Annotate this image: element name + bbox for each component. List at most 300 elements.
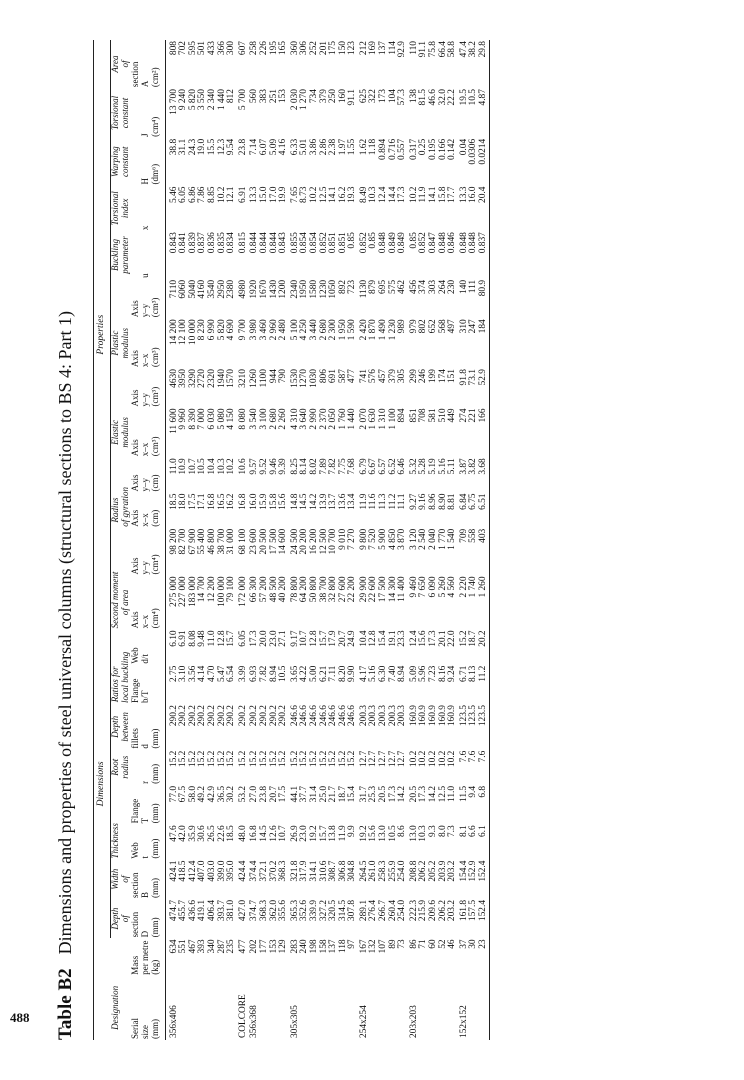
table-cell: 9.39 xyxy=(278,458,289,475)
table-cell: 2 680 xyxy=(268,408,279,430)
table-cell: 37.7 xyxy=(299,785,310,803)
table-cell: 15.2 xyxy=(168,750,179,768)
table-cell: 19.5 xyxy=(458,89,469,106)
table-cell: 2 070 xyxy=(358,408,369,430)
table-cell: 979 xyxy=(408,319,419,334)
header-cell xyxy=(110,785,121,824)
table-cell: 13.7 xyxy=(328,493,339,510)
table-cell: 11.0 xyxy=(447,785,458,802)
table-cell: 13.3 xyxy=(249,186,260,203)
table-cell: 6.75 xyxy=(468,493,479,510)
table-cell: 1 230 xyxy=(387,319,398,341)
table-cell: 15.2 xyxy=(249,750,260,768)
table-cell: 0.851 xyxy=(328,232,339,254)
table-cell: 30.2 xyxy=(226,785,237,803)
table-cell: 1 490 xyxy=(378,319,389,341)
serial-size-cell xyxy=(479,976,489,1040)
table-cell: 5.16 xyxy=(437,458,448,475)
table-cell: 3540 xyxy=(206,279,217,299)
header-cell: H xyxy=(140,178,150,185)
table-cell: 30.6 xyxy=(197,825,208,842)
table-cell: 1100 xyxy=(258,369,269,388)
table-cell: 2 050 xyxy=(328,408,339,430)
table-cell: 38.8 xyxy=(168,138,179,156)
header-cell xyxy=(110,938,121,975)
header-cell: t xyxy=(140,856,150,859)
table-cell: 35.9 xyxy=(187,825,198,842)
table-cell: 806 xyxy=(318,369,329,384)
table-cell: 8.85 xyxy=(206,186,217,203)
table-cell: 255.9 xyxy=(387,860,398,882)
header-cell: modulus xyxy=(120,327,130,359)
group-header-dimensions: Dimensions xyxy=(94,629,111,938)
header-cell xyxy=(151,231,166,279)
header-cell: (cm³) xyxy=(150,297,160,318)
header-cell: Root xyxy=(110,758,120,776)
table-cell: 0.854 xyxy=(308,232,319,254)
table-cell: 8.0 xyxy=(437,825,448,838)
table-cell: 91.1 xyxy=(418,41,429,58)
header-cell: (kg) xyxy=(150,959,160,975)
table-cell: 203.9 xyxy=(437,860,448,882)
table-cell: 13.0 xyxy=(408,825,419,842)
table-cell: 111 xyxy=(468,279,479,294)
table-cell: 1 540 xyxy=(447,528,458,550)
table-cell: 246.6 xyxy=(337,705,348,727)
header-row xyxy=(141,40,151,1040)
header-cell: Radius xyxy=(110,497,120,523)
table-cell: 17 500 xyxy=(268,528,279,555)
serial-size-cell xyxy=(389,976,399,1040)
header-cell: (mm) xyxy=(150,917,160,938)
table-row xyxy=(398,40,408,1040)
table-cell: 60 xyxy=(428,939,439,949)
header-cell: Axis xyxy=(130,439,140,457)
table-cell: 23.8 xyxy=(237,138,248,156)
serial-size-cell: 356x368 xyxy=(249,1005,260,1038)
table-cell: 1920 xyxy=(249,279,260,299)
table-cell: 198 xyxy=(308,939,319,954)
table-cell: 80.9 xyxy=(478,279,488,297)
header-cell xyxy=(131,138,141,186)
table-cell: 208.8 xyxy=(408,860,419,882)
table-cell: 12.5 xyxy=(318,186,329,203)
table-cell: 4 310 xyxy=(289,408,300,430)
table-cell: 15.6 xyxy=(278,493,289,510)
table-cell: 407.0 xyxy=(197,860,208,882)
table-cell: 23.3 xyxy=(397,630,408,647)
table-cell: 3.68 xyxy=(478,458,488,475)
header-cell: Torsional xyxy=(110,95,120,131)
table-cell: 723 xyxy=(347,279,358,294)
table-cell: 691 xyxy=(328,369,339,384)
table-cell: 27.1 xyxy=(278,630,289,647)
table-cell: 383 xyxy=(258,89,269,104)
table-cell: 360 xyxy=(289,41,300,56)
table-cell: 20.2 xyxy=(478,630,488,647)
table-cell: 11 600 xyxy=(168,408,179,434)
table-cell: 365.3 xyxy=(289,899,300,922)
table-cell: 11.2 xyxy=(387,493,398,510)
table-cell: 6.21 xyxy=(318,665,329,683)
header-row xyxy=(131,40,141,1040)
table-cell: 0.852 xyxy=(318,232,329,254)
table-cell: 12.3 xyxy=(216,138,227,156)
serial-size-cell xyxy=(269,976,279,1040)
table-cell: 3 540 xyxy=(249,408,260,430)
table-cell: 462 xyxy=(397,279,408,294)
table-cell: 12.7 xyxy=(397,750,408,768)
header-cell: (cm³) xyxy=(150,386,160,407)
table-cell: 6.93 xyxy=(249,665,260,683)
table-cell: 15.2 xyxy=(237,750,248,768)
table-cell: 15.2 xyxy=(206,750,217,768)
header-cell: u xyxy=(140,273,150,278)
header-cell: d xyxy=(140,744,150,749)
table-cell: 5.46 xyxy=(168,186,179,203)
table-cell: 5.00 xyxy=(308,665,319,683)
table-cell: 206.2 xyxy=(437,899,448,922)
table-cell: 15.6 xyxy=(418,630,429,647)
table-cell: 9 460 xyxy=(408,576,419,598)
table-cell: 9.27 xyxy=(408,493,419,510)
table-cell: 89 xyxy=(387,939,398,949)
table-cell: 474.7 xyxy=(168,899,179,922)
table-cell: 17.3 xyxy=(428,630,439,647)
table-cell: 0.716 xyxy=(387,138,398,160)
table-cell: 9.4 xyxy=(468,785,479,798)
table-cell: 137 xyxy=(328,939,339,954)
table-cell: 299 xyxy=(408,369,419,384)
table-cell: 14 200 xyxy=(168,319,179,346)
table-cell: 5.09 xyxy=(408,665,419,683)
header-cell xyxy=(131,88,141,138)
table-cell: 32 800 xyxy=(328,576,339,603)
table-cell: 7.11 xyxy=(328,665,339,682)
table-cell: 15.2 xyxy=(328,750,339,768)
table-cell: 19.3 xyxy=(347,186,358,203)
table-cell: 3290 xyxy=(187,369,198,388)
table-cell: 634 xyxy=(168,939,179,954)
table-cell: 10.2 xyxy=(308,186,319,203)
serial-size-cell xyxy=(179,976,189,1040)
serial-size-cell: 356x406 xyxy=(168,1005,179,1038)
table-cell: 3 640 xyxy=(299,408,310,430)
table-cell: 0.142 xyxy=(447,138,458,160)
table-cell: 68 100 xyxy=(237,528,248,555)
table-cell: 15.4 xyxy=(378,630,389,647)
table-cell: 16.8 xyxy=(237,493,248,510)
table-cell: 7.6 xyxy=(478,750,488,763)
table-cell: 314.1 xyxy=(308,860,319,882)
table-cell: 0.852 xyxy=(358,232,369,254)
table-cell: 258 xyxy=(249,41,260,56)
header-cell xyxy=(110,368,121,407)
table-cell: 9 700 xyxy=(237,319,248,341)
table-cell: 290.2 xyxy=(206,705,217,727)
table-cell: 11.0 xyxy=(206,630,217,647)
table-cell: 290.2 xyxy=(249,705,260,727)
table-cell: 4980 xyxy=(237,279,248,299)
table-cell: 15.2 xyxy=(226,750,237,768)
table-cell: 8.94 xyxy=(397,665,408,683)
table-cell: 8.90 xyxy=(437,493,448,510)
table-cell: 23.8 xyxy=(258,785,269,803)
table-cell: 10.3 xyxy=(368,186,379,203)
table-cell: 123.5 xyxy=(468,705,479,727)
table-cell: 227 000 xyxy=(178,576,189,607)
header-cell: Buckling xyxy=(110,239,120,272)
table-cell: 152.9 xyxy=(468,860,479,882)
table-cell: 15.2 xyxy=(289,750,300,768)
table-cell: 200.3 xyxy=(378,705,389,727)
table-cell: 15.2 xyxy=(318,750,329,768)
table-cell: 150 xyxy=(337,41,348,56)
table-cell: 812 xyxy=(226,89,237,104)
header-cell: Depth xyxy=(110,715,120,738)
table-cell: 305 xyxy=(397,369,408,384)
header-cell xyxy=(151,665,166,704)
table-cell: 24.3 xyxy=(187,138,198,156)
page-number: 488 xyxy=(10,1010,30,1025)
table-cell: 14 300 xyxy=(387,576,398,603)
table-cell: 15.0 xyxy=(258,186,269,203)
table-cell: 339.9 xyxy=(308,899,319,922)
table-cell: 6.05 xyxy=(178,186,189,203)
table-cell: 1580 xyxy=(308,279,319,299)
table-cell: 32.0 xyxy=(437,89,448,106)
table-cell: 222.3 xyxy=(408,899,419,922)
table-cell: 290.2 xyxy=(258,705,269,727)
table-cell: 1230 xyxy=(318,279,329,299)
table-cell: 246.6 xyxy=(328,705,339,727)
table-cell: 321.8 xyxy=(289,860,300,882)
table-cell: 568 xyxy=(437,319,448,334)
table-cell: 10.5 xyxy=(197,458,208,475)
serial-size-cell xyxy=(319,976,329,1040)
table-cell: 449 xyxy=(447,408,458,423)
table-cell: 195 xyxy=(268,41,279,56)
table-cell: 14.8 xyxy=(289,493,300,510)
table-cell: 5.32 xyxy=(408,458,419,475)
table-cell: 17.1 xyxy=(197,493,208,510)
table-cell: 17.5 xyxy=(278,785,289,803)
header-row xyxy=(110,40,121,1040)
table-cell: 10.2 xyxy=(216,186,227,203)
table-cell: 0.85 xyxy=(408,232,419,249)
table-cell: 264.5 xyxy=(358,860,369,882)
table-cell: 15.2 xyxy=(178,750,189,768)
table-cell: 200.3 xyxy=(358,705,369,727)
header-cell: Second moment xyxy=(110,571,120,629)
table-cell: 10.7 xyxy=(278,825,289,842)
table-cell: 160.9 xyxy=(408,705,419,727)
table-cell: 0.834 xyxy=(226,232,237,254)
table-cell: 1130 xyxy=(358,279,369,299)
table-cell: 17 500 xyxy=(378,576,389,603)
table-row xyxy=(260,40,270,1040)
table-cell: 14.1 xyxy=(328,186,339,203)
table-cell: 290.2 xyxy=(187,705,198,727)
table-cell: 7.6 xyxy=(458,750,469,763)
header-cell: (cm) xyxy=(150,509,160,527)
table-cell: 16.8 xyxy=(206,493,217,510)
table-cell: 0.815 xyxy=(237,232,248,254)
header-cell: Mass xyxy=(130,955,140,975)
table-cell: 5.28 xyxy=(418,458,429,475)
serial-size-cell xyxy=(189,976,199,1040)
table-cell: 16.2 xyxy=(337,186,348,203)
table-cell: 8.94 xyxy=(268,665,279,683)
table-cell: 17.3 xyxy=(249,630,260,647)
table-cell: 7 270 xyxy=(347,528,358,550)
table-cell: 212 xyxy=(358,41,369,56)
header-cell xyxy=(131,231,141,279)
table-cell: 433 xyxy=(206,41,217,56)
table-cell: 741 xyxy=(358,369,369,384)
table-cell: 53.2 xyxy=(237,785,248,803)
header-cell: Plastic xyxy=(110,330,120,356)
table-cell: 9.90 xyxy=(347,665,358,683)
table-cell: 246.6 xyxy=(289,705,300,727)
table-cell: 206.2 xyxy=(418,860,429,882)
table-cell: 457 xyxy=(378,369,389,384)
table-cell: 2320 xyxy=(206,369,217,388)
table-cell: 16 200 xyxy=(308,528,319,555)
header-cell: Designation xyxy=(109,985,120,1030)
table-cell: 15.2 xyxy=(268,750,279,768)
table-cell: 851 xyxy=(408,408,419,423)
properties-table xyxy=(93,40,490,1040)
table-number: Table B2 xyxy=(55,968,76,1040)
table-cell: 16.0 xyxy=(468,186,479,203)
table-cell: 13.3 xyxy=(458,186,469,203)
header-cell: Axis xyxy=(130,300,140,318)
table-cell: 200.3 xyxy=(368,705,379,727)
header-cell xyxy=(121,824,131,859)
table-cell: 226 xyxy=(258,41,269,56)
table-cell: 8.13 xyxy=(468,665,479,683)
table-cell: 6.79 xyxy=(358,458,369,475)
table-cell: 31.1 xyxy=(178,138,189,156)
table-cell: 23 600 xyxy=(249,528,260,555)
table-cell: 264 xyxy=(437,279,448,294)
serial-size-cell: 305x305 xyxy=(289,1005,300,1038)
table-cell: 0.843 xyxy=(168,232,179,254)
table-cell: 13.9 xyxy=(318,493,329,510)
table-cell: 7.23 xyxy=(428,665,439,683)
table-cell: 57.3 xyxy=(397,89,408,106)
table-cell: 6.91 xyxy=(237,186,248,203)
table-cell: 501 xyxy=(197,41,208,56)
table-cell: 20.1 xyxy=(437,630,448,647)
table-cell: 510 xyxy=(437,408,448,423)
table-cell: 8 390 xyxy=(187,408,198,430)
table-cell: 5 820 xyxy=(187,89,198,111)
table-cell: 0.844 xyxy=(258,232,269,254)
table-cell: 13.8 xyxy=(328,825,339,842)
table-cell: 3 980 xyxy=(249,319,260,341)
table-cell: 246.6 xyxy=(347,705,358,727)
table-cell: 607 xyxy=(237,41,248,56)
table-cell: 19.1 xyxy=(387,630,398,647)
table-cell: 157.5 xyxy=(468,899,479,922)
table-cell: 0.0214 xyxy=(478,138,488,165)
header-cell: Width xyxy=(110,868,120,890)
table-cell: 2 040 xyxy=(428,528,439,550)
table-cell: 1 260 xyxy=(478,576,488,598)
table-cell: 21.7 xyxy=(328,785,339,803)
table-cell: 10.2 xyxy=(447,750,458,768)
header-cell: Thickness xyxy=(110,823,120,859)
table-cell: 12.8 xyxy=(368,630,379,647)
table-cell: 734 xyxy=(308,89,319,104)
table-cell: 3.65 xyxy=(289,665,300,683)
table-cell: 399.0 xyxy=(216,860,227,882)
table-cell: 20.0 xyxy=(258,630,269,647)
table-cell: 5 900 xyxy=(378,528,389,550)
table-cell: 3950 xyxy=(178,369,189,388)
table-cell: 575 xyxy=(387,279,398,294)
header-cell: of area xyxy=(120,589,130,616)
table-cell: 587 xyxy=(337,369,348,384)
table-cell: 10.3 xyxy=(418,825,429,842)
table-cell: 153 xyxy=(278,89,289,104)
table-cell: 221 xyxy=(468,408,479,423)
table-cell: 215.9 xyxy=(418,899,429,922)
table-cell: 18.7 xyxy=(337,785,348,803)
table-cell: 290.2 xyxy=(197,705,208,727)
table-cell: 374.7 xyxy=(249,899,260,922)
table-cell: 132 xyxy=(368,939,379,954)
table-cell: 17.0 xyxy=(268,186,279,203)
table-cell: 251 xyxy=(268,89,279,104)
header-cell: Axis xyxy=(130,350,140,368)
table-cell: 551 xyxy=(178,939,189,954)
table-cell: 2 540 xyxy=(418,528,429,550)
table-cell: 0.557 xyxy=(397,138,408,160)
table-cell: 2950 xyxy=(216,279,227,299)
table-cell: 29.8 xyxy=(478,41,488,58)
table-cell: 6 090 xyxy=(428,576,439,598)
table-cell: 4.70 xyxy=(206,665,217,683)
header-cell: constant xyxy=(120,146,130,177)
table-cell: 3 100 xyxy=(258,408,269,430)
table-cell: 200.3 xyxy=(397,705,408,727)
table-cell: 1570 xyxy=(226,369,237,388)
serial-size-cell xyxy=(348,976,358,1040)
table-cell: 57 200 xyxy=(258,576,269,603)
table-cell: 0.848 xyxy=(437,232,448,254)
header-cell xyxy=(110,528,121,576)
table-cell: 50 800 xyxy=(308,576,319,603)
table-cell: 10.4 xyxy=(358,630,369,647)
table-cell: 366 xyxy=(216,41,227,56)
serial-size-cell xyxy=(198,976,208,1040)
table-cell: 230 xyxy=(447,279,458,294)
table-cell: 894 xyxy=(397,408,408,423)
table-cell: 64 200 xyxy=(299,576,310,603)
table-cell: 308.7 xyxy=(328,860,339,882)
table-cell: 393 xyxy=(197,939,208,954)
table-cell: 15.8 xyxy=(437,186,448,203)
table-cell: 250 xyxy=(328,89,339,104)
table-cell: 12 500 xyxy=(318,528,329,555)
table-cell: 10.5 xyxy=(278,665,289,683)
table-cell: 40 200 xyxy=(278,576,289,603)
table-cell: 9 240 xyxy=(178,89,189,111)
table-cell: 12.4 xyxy=(378,186,389,203)
